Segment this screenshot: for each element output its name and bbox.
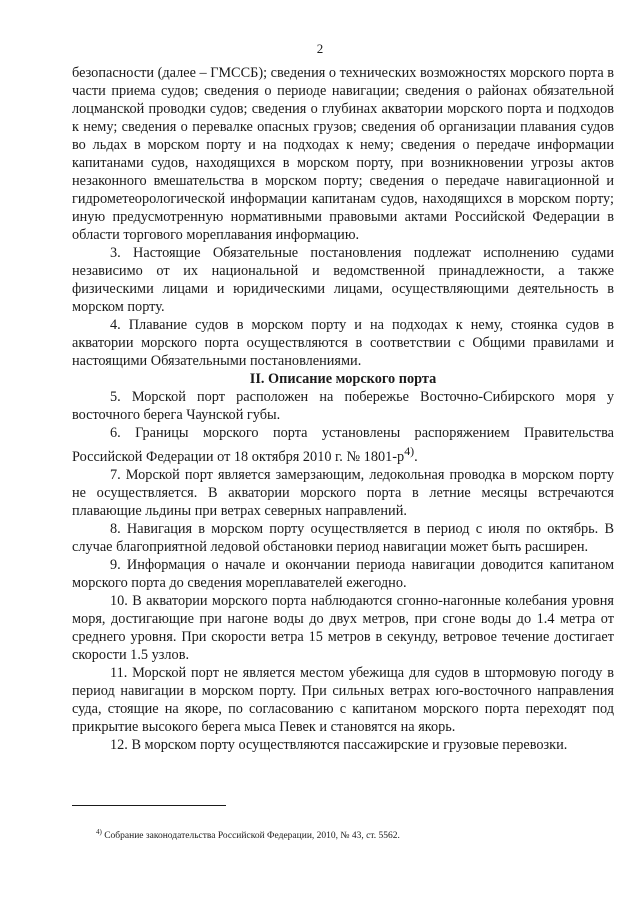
paragraph-10: 10. В акватории морского порта наблюдаются сгонно-нагонные колебания уровня моря, достигающие при нагоне воды до двух метров, при сгоне воды до 1.4 метра от среднего уровня. При скорости ветра 15 метров в секунду, ветровое течение достигает скорости 1.5 узлов. (72, 592, 614, 663)
footnote-ref: 4) (404, 444, 415, 458)
paragraph-9: 9. Информация о начале и окончании периода навигации доводится капитаном морского порта до сведения мореплавателей ежегодно. (72, 556, 614, 591)
footnote-marker: 4) (96, 828, 102, 836)
paragraph-4: 4. Плавание судов в морском порту и на подходах к нему, стоянка судов в акватории морского порта осуществляются в соответствии с Общими правилами и настоящими Обязательными постановлениями. (72, 317, 614, 369)
paragraph-8: 8. Навигация в морском порту осуществляется в период с июля по октябрь. В случае благоприятной ледовой обстановки период навигации может быть расширен. (72, 520, 614, 555)
footnote-text: Собрание законодательства Российской Федерации, 2010, № 43, ст. 5562. (101, 831, 400, 842)
paragraph-6-text: 6. Границы морского порта установлены распоряжением Правительства Российской Федерации от 18 октября 2010 г. № 1801-р (72, 425, 614, 465)
section-title: II. Описание морского порта (249, 371, 437, 387)
paragraph-3: 3. Настоящие Обязательные постановления подлежат исполнению судами независимо от их национальной и ведомственной принадлежности, а также физическими лицами и юридическими лицами, осуществляющими деятельность в морском порту. (72, 245, 614, 315)
paragraph-11: 11. Морской порт не является местом убежища для судов в штормовую погоду в период навигации в морском порту. При сильных ветрах юго-восточного направления суда, стоящие на якоре, по согласованию с капитаном морского порта переходят под прикрытие высокого берега мыса Певек и становятся на якорь. (72, 664, 614, 735)
paragraph-6-end: . (414, 448, 418, 465)
paragraph-6 (72, 424, 614, 466)
footnote (96, 826, 596, 842)
paragraph-continuation: безопасности (далее – ГМССБ); сведения о технических возможностях морского порта в части приема судов; сведения о периоде навигации; сведения о районах обязательной лоцманской проводки судов; сведения о глубинах акватории морского порта и подходов к нему; сведения о перевалке опасных грузов; сведения об организации плавания судов во льдах в морском порту и на подходах к нему; сведения о передаче информации капитанами судов, находящихся в морском порту, при возникновении угрозы актов незаконного вмешательства в морском порту; сведения о передаче навигационной и гидрометеорологической информации капитанам судов, находящихся в морском порту; иную предусмотренную нормативными правовыми актами Российской Федерации в области торгового мореплавания информацию. (72, 65, 614, 243)
paragraph-5: 5. Морской порт расположен на побережье Восточно-Сибирского моря у восточного берега Чаунской губы. (72, 389, 614, 423)
document-body (72, 64, 614, 754)
page-number: 2 (316, 41, 324, 56)
footnote-separator (72, 805, 226, 806)
paragraph-12: 12. В морском порту осуществляются пассажирские и грузовые перевозки. (110, 736, 568, 753)
paragraph-7: 7. Морской порт является замерзающим, ледокольная проводка в морском порту не осуществляется. В акватории морского порта в летние месяцы встречаются плавающие льдины при ветрах северных направлений. (72, 466, 614, 519)
